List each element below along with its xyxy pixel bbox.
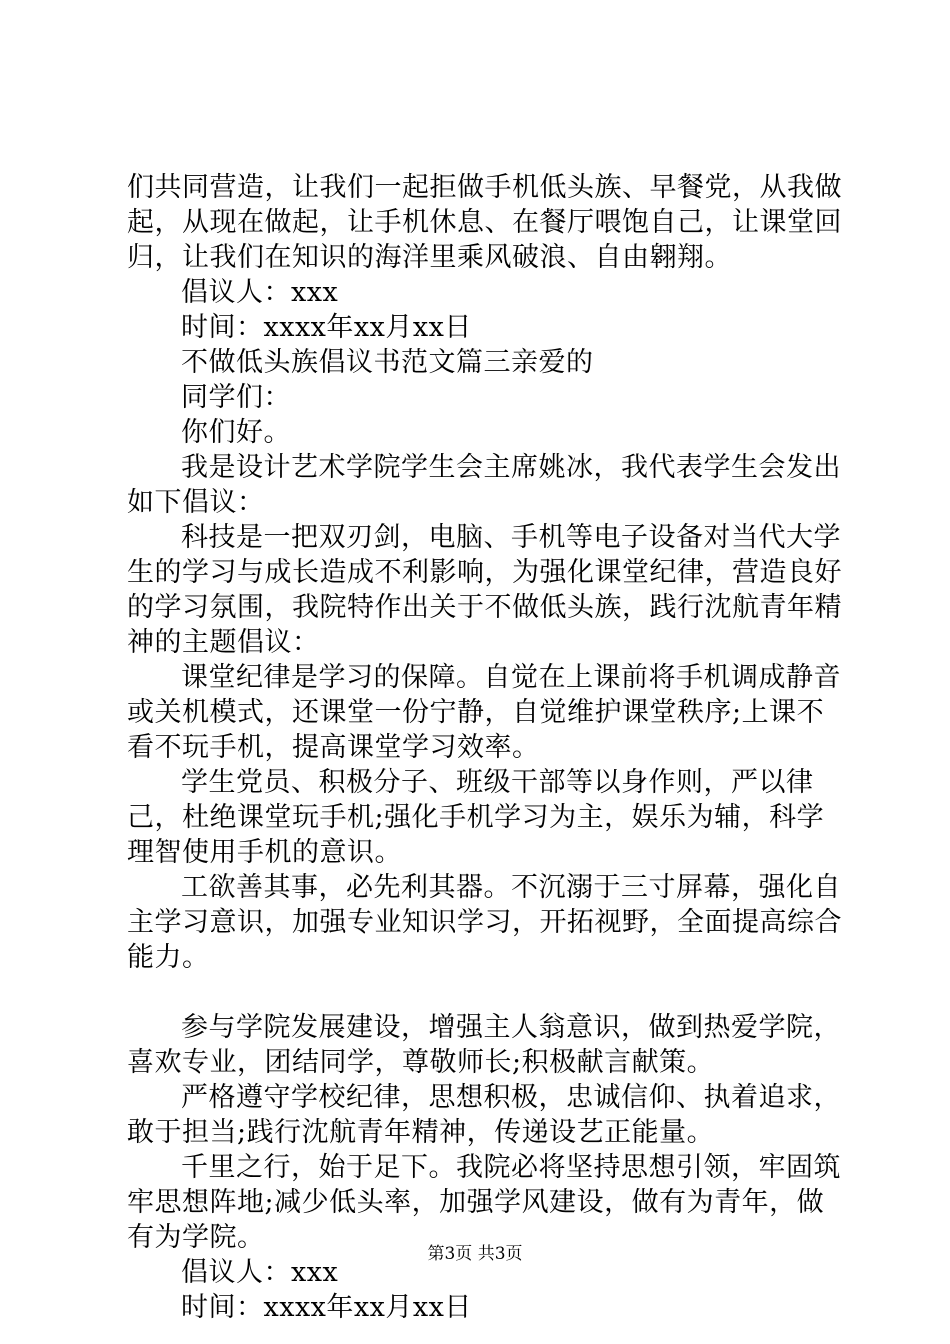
paragraph-discipline: 课堂纪律是学习的保障。自觉在上课前将手机调成静音或关机模式，还课堂一份宁静，自觉维护课堂秩序;上课不看不玩手机，提高课堂学习效率。 <box>127 662 841 763</box>
paragraph-self-study: 工欲善其事，必先利其器。不沉溺于三寸屏幕，强化自主学习意识，加强专业知识学习，开拓视野，全面提高综合能力。 <box>127 872 842 973</box>
signature-proposer: 倡议人：xxx <box>181 277 339 308</box>
paragraph-continuation: 们共同营造，让我们一起拒做手机低头族、早餐党，从我做起，从现在做起，让手机休息、在餐厅喂饱自己，让课堂回归，让我们在知识的海洋里乘风破浪、自由翱翔。 <box>127 172 842 273</box>
document-body <box>127 170 847 1325</box>
salutation: 同学们： <box>181 382 291 413</box>
paragraph-technology: 科技是一把双刃剑，电脑、手机等电子设备对当代大学生的学习与成长造成不利影响，为强化课堂纪律，营造良好的学习氛围，我院特作出关于不做低头族，践行沈航青年精神的主题倡议： <box>127 522 842 658</box>
paragraph-rules: 严格遵守学校纪律，思想积极，忠诚信仰、执着追求，敢于担当;践行沈航青年精神，传递设艺正能量。 <box>127 1082 841 1148</box>
greeting: 你们好。 <box>181 417 291 448</box>
section-heading: 不做低头族倡议书范文篇三亲爱的 <box>181 347 594 378</box>
signature-date: 时间：xxxx年xx月xx日 <box>181 312 472 343</box>
paragraph-conclusion: 千里之行，始于足下。我院必将坚持思想引领，牢固筑牢思想阵地;减少低头率，加强学风建设，做有为青年，做有为学院。 <box>127 1152 841 1253</box>
paragraph-participation: 参与学院发展建设，增强主人翁意识，做到热爱学院，喜欢专业，团结同学，尊敬师长;积极献言献策。 <box>127 1012 841 1078</box>
paragraph-intro: 我是设计艺术学院学生会主席姚冰，我代表学生会发出如下倡议： <box>127 452 841 518</box>
page-number-footer: 第3页 共3页 <box>427 1244 523 1264</box>
signature-date-2: 时间：xxxx年xx月xx日 <box>181 1292 472 1323</box>
signature-proposer-2: 倡议人：xxx <box>181 1257 339 1288</box>
paragraph-role-models: 学生党员、积极分子、班级干部等以身作则，严以律己，杜绝课堂玩手机;强化手机学习为主，娱乐为辅，科学理智使用手机的意识。 <box>127 767 825 868</box>
